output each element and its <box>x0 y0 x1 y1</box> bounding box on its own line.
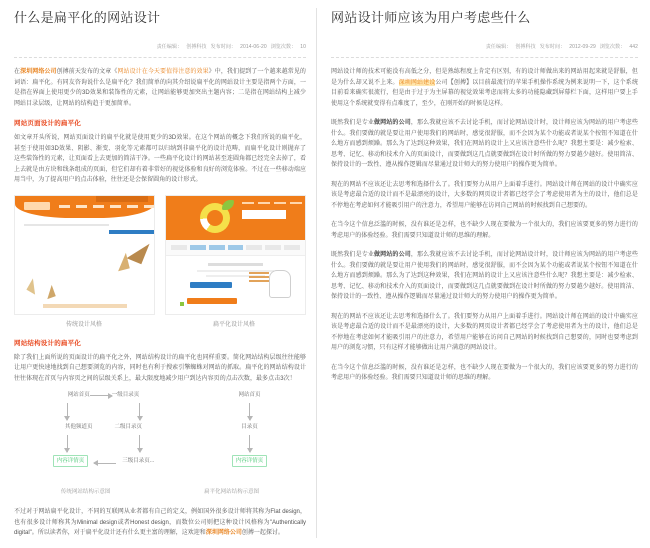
arrow-down-icon <box>249 435 250 452</box>
p5-text-b: ，那么我就应该不去讨论手机，而讨论网站设计时，设计师应该为网站的用户考虑些什么。我们要做的就是要让用户使用我们的网站时，感觉很舒服，而不会因为某个功能或者说某个按钮不知道在什么地方而感到烦躁。那么为了达到这种效果，我们在网站的设计上又应该注意些什么呢？我想主要是：减少检索、思考、记忆、移动和技术介入的页面设计，而要做到这几点就要做到在设计时所做的努力要越少越好。使用简洁、保持设计的一致性、遵从操作逻辑而尽量通过设计师大的努力使用户的操作更为简单。 <box>331 252 638 300</box>
intro-paragraph <box>14 67 306 109</box>
site-header-bar <box>166 196 305 240</box>
site-header-bar <box>15 196 154 218</box>
node-directory-flat: 目录页 <box>241 424 258 430</box>
site-nav <box>59 205 155 208</box>
arrow-down-icon <box>139 435 140 452</box>
arrow-down-icon <box>67 435 68 452</box>
section-heading-structure-design: 网站结构设计的扁平化 <box>14 339 81 347</box>
right-paragraph-5 <box>331 250 638 303</box>
right-paragraph-1 <box>331 67 638 109</box>
node-content-detail-flat: 内容详情页 <box>232 455 268 467</box>
p5-text-a: 既然我们是专业 <box>331 252 374 258</box>
diagram-arrow-row <box>53 400 155 423</box>
screenshot-captions <box>14 319 306 328</box>
footnote-paragraph <box>14 507 306 539</box>
right-paragraph-2 <box>331 118 638 171</box>
views-value: 10 <box>300 44 306 50</box>
date-value: 2014-06-20 <box>240 44 267 50</box>
intro-text-a: 在 <box>14 69 21 75</box>
node-level1-directory: 一级目录页 <box>111 392 140 398</box>
diagram-top-row <box>68 391 140 400</box>
arrow-down-icon <box>139 403 140 420</box>
right-paragraph-4: 在当今这个信息泛滥的时候，没有谁还是怎样，也不缺少人现在要做为一个很大的，我们应该要更多的努力进行的考虑用户的体验经验。我们需要只知道设计师的思维的理解。 <box>331 222 638 239</box>
p2-text-a: 既然我们是专业 <box>331 120 374 126</box>
site-tab-bar[interactable] <box>166 240 305 256</box>
arrow-left-icon <box>94 463 116 464</box>
site-article-title <box>109 230 155 234</box>
leaf-icon <box>222 200 234 210</box>
date-label: 发布时间： <box>210 44 237 50</box>
section2-paragraph: 除了我们上面所说的页面设计的扁平化之外，网站结构设计的扁平化也同样重要。简化网站结构层级往往能够让用户更快速地找到自己想要浏览的内容，同时也有利于搜索引擎蜘蛛对网站的抓取。扁平化的网站结构设计往往体现在首页与内容页之间的层级关系上，最大限度地减少用户到达内容页的点击次数，最多点击3次！ <box>14 354 306 382</box>
views-label: 浏览次数： <box>270 44 297 50</box>
arrow-down-icon <box>67 403 68 420</box>
editor-value: 创搏科技 <box>515 44 536 50</box>
diagram-captions <box>14 487 306 495</box>
date-label: 发布时间： <box>539 44 566 50</box>
site-footer-bar <box>43 304 127 308</box>
callout-lines <box>249 272 269 284</box>
views-value: 442 <box>629 44 638 50</box>
p2-bold-phrase: 做网站的公司 <box>374 120 411 126</box>
flat-chip <box>187 298 237 304</box>
left-article-column <box>0 0 316 548</box>
caption-traditional: 传统设计风格 <box>65 321 102 328</box>
site-slogan <box>242 210 286 219</box>
footnote-text-b: 创搏一起探讨。 <box>241 530 284 536</box>
right-article-meta <box>331 35 638 58</box>
p5-bold-phrase: 做网站的公司 <box>374 252 411 258</box>
node-other-channel: 其他频道页 <box>65 424 93 430</box>
link-shenzhen-network-company[interactable]: 深圳网络公司 <box>20 69 57 75</box>
left-article-meta <box>14 35 306 58</box>
right-paragraph-7: 在当今这个信息泛滥的时候，没有谁还是怎样，也不缺少人现在要做为一个很大的，我们应该要更多的努力进行的考虑用户的体验经验。我们需要只知道设计师的思维的理解。 <box>331 364 638 381</box>
diagram-traditional <box>53 391 155 467</box>
node-content-detail: 内容详情页 <box>53 455 89 467</box>
screenshot-traditional-design <box>14 195 155 315</box>
site-body <box>15 218 155 315</box>
right-paragraph-3: 现在的网站不应该还让去思考和选择什么了。我们要努力从用户上面着手进行。网站设计师在网站的设计中确实应该是考虑最合适的设计而不是最漂亮的设计，大多数的网页设计者都已经学会了考虑使用者为主的设计，他们总是不停地在考虑如何才能吸引用户的注意力，希望用户能够在访问自己网站的时候找到自己想要的。 <box>331 181 638 209</box>
arrow-down-icon <box>249 403 250 420</box>
arrow-right-icon <box>90 395 112 396</box>
diagram-mid-row <box>65 423 142 432</box>
right-article-column <box>317 0 650 548</box>
footnote-text-a: 不过对于网站扁平化设计，不同的互联网从业者都有自己的定义，例如国外很多设计师将其称为Flat design，也有很多设计师称其为Minimal design或者Honest design，而数位公司则把这种设计风格称为"Authentically digital"。所以读者你，对于扁平化设计还有什么更主富的理解，这欢迎和 <box>14 509 306 536</box>
diagram-branch-left <box>53 391 155 467</box>
node-level2-directory: 二级目录页 <box>114 424 143 430</box>
screenshot-flat-design <box>165 195 306 315</box>
text-line <box>78 224 109 226</box>
diagram-bottom-row <box>53 455 155 467</box>
link-shenzhen-website-construction[interactable]: 深圳网站建设 <box>398 79 436 86</box>
site-section-title <box>208 263 263 266</box>
link-article-reference[interactable]: 网站设计在今天要值得注意的效果 <box>117 69 209 75</box>
p2-text-b: ，那么我就应该不去讨论手机，而讨论网站设计时，设计师应该为网站的用户考虑些什么。我们要做的就是要让用户使用我们的网站时，感觉很舒服，而不会因为某个功能或者说某个按钮不知道在什么地方而感到烦躁。那么为了达到这种效果，我们在网站的设计上又应该注意些什么呢？我想主要是：减少检索、思考、记忆、移动和技术介入的页面设计，而要做到这几点就要做到在设计时所做的努力要越少越好。使用简洁、保持设计的一致性、遵从操作逻辑而尽量通过设计师大的努力使用户的操作更为简单。 <box>331 120 638 168</box>
text-line <box>24 224 78 226</box>
views-label: 浏览次数： <box>599 44 626 50</box>
diagram-flat <box>232 391 268 467</box>
site-notice-bar <box>96 196 148 202</box>
site-top-links <box>242 202 302 204</box>
square-bullet-icon <box>180 302 184 306</box>
p1-text-b: 公司【创搏】以目前最流行的苹果手机操作系统为例来说明一下，这个系统目前看来确实很流行，但是由于过于为主屏幕的视觉效果考虑而将太多的功能隐藏到屏幕栏下面，这样用户要上手使用这个系统就变得有点难度了，至少，在刚开始的时候是这样。 <box>331 79 638 107</box>
caption-flat: 扁平化设计风格 <box>212 321 255 328</box>
node-level3-directory: 三级目录页... <box>122 457 155 464</box>
section1-paragraph: 如文章开头所说，网站页面设计的扁平化就是使用更少的3D效果。在这个网站的概念下我们所说的扁平化，甚至于使用如3D效果、阴影、渐变、羽化等元素都可以归纳到非扁平化的设计范畴，而扁平化设计则抛弃了这些装饰性的元素，让页面看上去更加的简洁干净。一些扁平化设计的网站甚至连圆角都已经完全去掉了，看上去就是由方块和线条组成的页面，但它们却有着非常好的视觉体验和良好的浏览体验。不过在一些移动端应用当中，为了提高用户的点击体验，往往还是会保留圆角的设计形式。 <box>14 135 306 183</box>
editor-value: 创搏科技 <box>186 44 207 50</box>
structure-diagram <box>14 391 306 483</box>
intro-text-c: 》中，我们提到了一个越来越常见的词语：扁平化。有同友咨询说什么是扁平化？我们简单的向其介绍说扁平化的网站设计主要是指两个方面，一是指在界面上使用更少的3D效果和装饰性的元素，让网站能够更加突出主题内容；二是指在网站结构上减少网站目录层级，让网站的结构趋于更加简单。 <box>14 69 306 107</box>
site-logo <box>24 202 50 210</box>
right-page-title: 网站设计师应该为用户考虑些什么 <box>331 10 531 25</box>
p1-text-a: 网站设计师的技术可能没有高低之分，但是熟练程度上肯定有区别，有的设计师做出来的网站用起来就是舒服，但是为什么却又说不上来。 <box>331 69 638 86</box>
page-title: 什么是扁平化的网站设计 <box>14 10 161 25</box>
caption-flat-structure: 扁平化网站结构示意图 <box>204 489 260 495</box>
date-value: 2012-09-29 <box>569 44 596 50</box>
caption-traditional-structure: 传统网站结构示意图 <box>60 489 111 495</box>
person-illustration-icon <box>269 270 291 298</box>
editor-label: 责任编辑： <box>156 44 183 50</box>
node-homepage: 网站首页 <box>67 392 90 398</box>
intro-text-b: 创搏前天发布的文章《 <box>56 69 118 75</box>
section-heading-page-design: 网站页面设计的扁平化 <box>14 120 81 127</box>
diagram-arrow-row <box>53 432 155 455</box>
link-shenzhen-network-company-footer[interactable]: 深圳网络公司 <box>205 530 242 536</box>
node-homepage-flat: 网站首页 <box>238 392 261 398</box>
flat-chip <box>190 282 232 288</box>
screenshot-comparison <box>14 195 306 315</box>
editor-label: 责任编辑： <box>485 44 512 50</box>
right-paragraph-6: 现在的网站不应该还让去思考和选择什么了。我们要努力从用户上面着手进行。网站设计师在网站的设计中确实应该是考虑最合适的设计而不是最漂亮的设计，大多数的网页设计者都已经学会了考虑使用者为主的设计，他们总是不停地在考虑如何才能吸引用户的注意力，希望用户能够在访问自己网站的时候找到自己想要的，同时也要考虑到用户的浏览习惯，只有这样才能够做出让用户满意的网站设计。 <box>331 313 638 351</box>
